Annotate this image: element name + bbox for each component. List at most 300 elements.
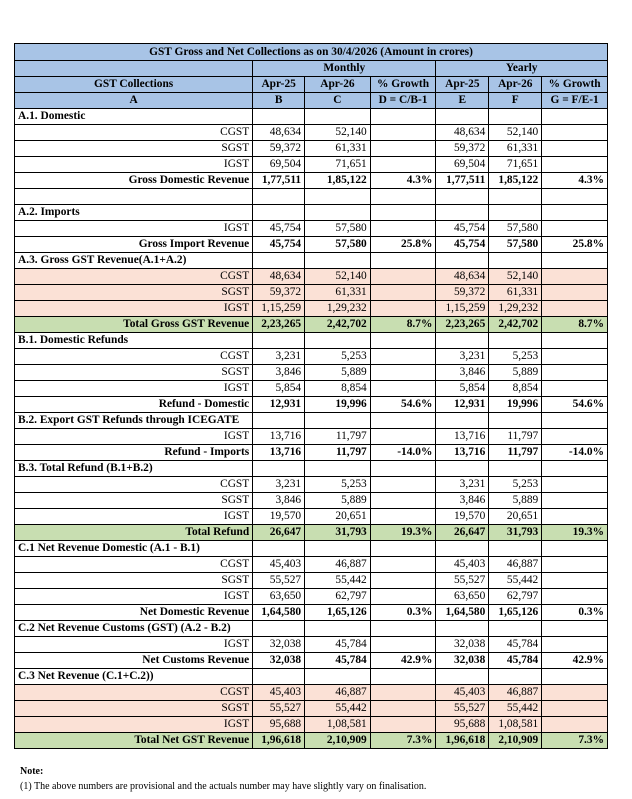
- row-label: CGST: [15, 477, 253, 493]
- cell-b: 45,754: [253, 221, 305, 237]
- empty-cell: [542, 669, 608, 685]
- empty-cell: [370, 621, 436, 637]
- table-row: [15, 381, 608, 397]
- cell-c: 31,793: [305, 525, 371, 541]
- cell-d: -14.0%: [370, 445, 436, 461]
- cell-c: 5,253: [305, 349, 371, 365]
- empty-cell: [370, 541, 436, 557]
- cell-e: 32,038: [436, 637, 489, 653]
- table-row: [15, 141, 608, 157]
- cell-c: 1,08,581: [305, 717, 371, 733]
- header-yearly-growth: % Growth: [542, 77, 608, 93]
- empty-cell: [436, 253, 489, 269]
- cell-e: 13,716: [436, 429, 489, 445]
- cell-g: 19.3%: [542, 525, 608, 541]
- header-yearly: Yearly: [436, 61, 608, 77]
- cell-f: 57,580: [489, 221, 542, 237]
- cell-g: [542, 429, 608, 445]
- section-header-row: [15, 621, 608, 637]
- cell-d: [370, 589, 436, 605]
- empty-cell: [436, 205, 489, 221]
- empty-cell: [253, 669, 305, 685]
- row-label: CGST: [15, 349, 253, 365]
- cell-f: 46,887: [489, 557, 542, 573]
- header-monthly-apr26: Apr-26: [305, 77, 371, 93]
- table-row: [15, 717, 608, 733]
- cell-e: 1,64,580: [436, 605, 489, 621]
- cell-b: 3,846: [253, 365, 305, 381]
- cell-d: 25.8%: [370, 237, 436, 253]
- cell-c: 20,651: [305, 509, 371, 525]
- cell-f: 5,889: [489, 365, 542, 381]
- cell-d: [370, 125, 436, 141]
- cell-d: 42.9%: [370, 653, 436, 669]
- cell-b: 3,231: [253, 477, 305, 493]
- cell-b: 45,754: [253, 237, 305, 253]
- empty-cell: [436, 669, 489, 685]
- cell-f: 1,85,122: [489, 173, 542, 189]
- cell-c: 61,331: [305, 141, 371, 157]
- cell-e: 45,754: [436, 221, 489, 237]
- empty-cell: [305, 461, 371, 477]
- cell-d: [370, 285, 436, 301]
- row-label: IGST: [15, 509, 253, 525]
- row-label: Net Customs Revenue: [15, 653, 253, 669]
- table-row: [15, 429, 608, 445]
- cell-c: 61,331: [305, 285, 371, 301]
- cell-f: 46,887: [489, 685, 542, 701]
- total-row: [15, 237, 608, 253]
- cell-g: [542, 589, 608, 605]
- cell-c: 55,442: [305, 573, 371, 589]
- cell-c: 62,797: [305, 589, 371, 605]
- header-col-e: E: [436, 93, 489, 109]
- total-row: [15, 173, 608, 189]
- empty-cell: [542, 461, 608, 477]
- row-label: IGST: [15, 301, 253, 317]
- cell-e: 1,96,618: [436, 733, 489, 749]
- cell-g: [542, 477, 608, 493]
- cell-d: 54.6%: [370, 397, 436, 413]
- empty-cell: [305, 621, 371, 637]
- row-label: SGST: [15, 493, 253, 509]
- table-row: [15, 477, 608, 493]
- cell-b: 95,688: [253, 717, 305, 733]
- row-label: Refund - Imports: [15, 445, 253, 461]
- cell-d: [370, 157, 436, 173]
- cell-e: 55,527: [436, 701, 489, 717]
- empty-cell: [370, 413, 436, 429]
- table-body: [15, 44, 608, 749]
- cell-b: 5,854: [253, 381, 305, 397]
- empty-cell: [305, 205, 371, 221]
- cell-f: 62,797: [489, 589, 542, 605]
- cell-b: 13,716: [253, 445, 305, 461]
- cell-b: 48,634: [253, 125, 305, 141]
- empty-cell: [542, 621, 608, 637]
- cell-c: 2,42,702: [305, 317, 371, 333]
- cell-c: 8,854: [305, 381, 371, 397]
- cell-g: [542, 381, 608, 397]
- header-row-2: [15, 77, 608, 93]
- total-row: [15, 605, 608, 621]
- cell-d: 4.3%: [370, 173, 436, 189]
- cell-d: [370, 365, 436, 381]
- empty-cell: [542, 541, 608, 557]
- cell-g: [542, 125, 608, 141]
- empty-cell: [489, 189, 542, 205]
- section-header-row: [15, 413, 608, 429]
- total-row: [15, 317, 608, 333]
- note-text: (1) The above numbers are provisional and the actuals number may have slightly vary on finalisation.: [20, 781, 427, 792]
- cell-g: [542, 365, 608, 381]
- table-row: [15, 685, 608, 701]
- cell-c: 1,29,232: [305, 301, 371, 317]
- row-label: CGST: [15, 685, 253, 701]
- empty-cell: [436, 189, 489, 205]
- empty-cell: [370, 253, 436, 269]
- row-label: CGST: [15, 557, 253, 573]
- empty-cell: [489, 461, 542, 477]
- empty-cell: [305, 109, 371, 125]
- cell-f: 71,651: [489, 157, 542, 173]
- cell-g: -14.0%: [542, 445, 608, 461]
- empty-cell: [489, 669, 542, 685]
- cell-f: 5,253: [489, 349, 542, 365]
- empty-cell: [253, 541, 305, 557]
- header-yearly-apr26: Apr-26: [489, 77, 542, 93]
- cell-c: 57,580: [305, 221, 371, 237]
- cell-c: 52,140: [305, 269, 371, 285]
- cell-c: 46,887: [305, 557, 371, 573]
- table-row: [15, 269, 608, 285]
- gst-collections-table: [14, 43, 608, 749]
- row-label: Gross Import Revenue: [15, 237, 253, 253]
- empty-cell: [305, 333, 371, 349]
- cell-b: 45,403: [253, 685, 305, 701]
- empty-cell: [542, 189, 608, 205]
- cell-d: [370, 701, 436, 717]
- section-header-row: [15, 669, 608, 685]
- cell-b: 12,931: [253, 397, 305, 413]
- table-row: [15, 125, 608, 141]
- empty-cell: [436, 541, 489, 557]
- total-row: [15, 733, 608, 749]
- empty-cell: [542, 109, 608, 125]
- row-label: Refund - Domestic: [15, 397, 253, 413]
- empty-cell: [253, 253, 305, 269]
- cell-b: 45,403: [253, 557, 305, 573]
- cell-c: 46,887: [305, 685, 371, 701]
- row-label: IGST: [15, 717, 253, 733]
- empty-cell: [253, 461, 305, 477]
- cell-c: 5,889: [305, 493, 371, 509]
- title-row: [15, 44, 608, 61]
- cell-g: [542, 685, 608, 701]
- cell-e: 48,634: [436, 269, 489, 285]
- cell-d: [370, 269, 436, 285]
- empty-cell: [370, 461, 436, 477]
- header-col-a: A: [15, 93, 253, 109]
- empty-cell: [253, 333, 305, 349]
- cell-b: 55,527: [253, 701, 305, 717]
- cell-e: 48,634: [436, 125, 489, 141]
- empty-cell: [489, 413, 542, 429]
- empty-cell: [305, 253, 371, 269]
- cell-c: 11,797: [305, 429, 371, 445]
- cell-e: 59,372: [436, 285, 489, 301]
- cell-d: [370, 685, 436, 701]
- cell-f: 1,65,126: [489, 605, 542, 621]
- cell-e: 59,372: [436, 141, 489, 157]
- header-row-3: [15, 93, 608, 109]
- cell-c: 11,797: [305, 445, 371, 461]
- header-monthly: Monthly: [253, 61, 436, 77]
- empty-cell: [253, 621, 305, 637]
- table-row: [15, 573, 608, 589]
- row-label: CGST: [15, 269, 253, 285]
- table-title: GST Gross and Net Collections as on 30/4/2026 (Amount in crores): [15, 44, 608, 61]
- section-label: A.1. Domestic: [15, 109, 253, 125]
- section-header-row: [15, 541, 608, 557]
- cell-d: 7.3%: [370, 733, 436, 749]
- table-row: [15, 301, 608, 317]
- cell-d: [370, 573, 436, 589]
- cell-b: 59,372: [253, 285, 305, 301]
- cell-f: 2,10,909: [489, 733, 542, 749]
- cell-d: [370, 221, 436, 237]
- header-col-b: B: [253, 93, 305, 109]
- cell-g: 4.3%: [542, 173, 608, 189]
- section-label: B.3. Total Refund (B.1+B.2): [15, 461, 253, 477]
- row-label: Gross Domestic Revenue: [15, 173, 253, 189]
- cell-b: 13,716: [253, 429, 305, 445]
- cell-f: 1,08,581: [489, 717, 542, 733]
- cell-g: [542, 509, 608, 525]
- cell-e: 45,754: [436, 237, 489, 253]
- section-header-row: [15, 253, 608, 269]
- cell-g: [542, 269, 608, 285]
- cell-c: 2,10,909: [305, 733, 371, 749]
- empty-cell: [542, 413, 608, 429]
- cell-g: [542, 157, 608, 173]
- empty-cell: [542, 333, 608, 349]
- section-label: A.3. Gross GST Revenue(A.1+A.2): [15, 253, 253, 269]
- empty-cell: [489, 253, 542, 269]
- cell-e: 45,403: [436, 557, 489, 573]
- cell-g: 8.7%: [542, 317, 608, 333]
- row-label: Total Net GST Revenue: [15, 733, 253, 749]
- section-header-row: [15, 109, 608, 125]
- cell-b: 3,846: [253, 493, 305, 509]
- cell-e: 55,527: [436, 573, 489, 589]
- cell-b: 32,038: [253, 637, 305, 653]
- empty-cell: [489, 541, 542, 557]
- cell-f: 11,797: [489, 445, 542, 461]
- cell-g: [542, 557, 608, 573]
- cell-g: [542, 349, 608, 365]
- cell-g: [542, 717, 608, 733]
- cell-b: 1,96,618: [253, 733, 305, 749]
- cell-c: 19,996: [305, 397, 371, 413]
- empty-cell: [370, 205, 436, 221]
- total-row: [15, 653, 608, 669]
- table-row: [15, 285, 608, 301]
- row-label: SGST: [15, 573, 253, 589]
- empty-cell: [436, 413, 489, 429]
- header-monthly-growth: % Growth: [370, 77, 436, 93]
- row-label: IGST: [15, 589, 253, 605]
- header-col-c: C: [305, 93, 371, 109]
- row-label: IGST: [15, 637, 253, 653]
- row-label: IGST: [15, 381, 253, 397]
- spacer-row: [15, 189, 608, 205]
- section-label: B.1. Domestic Refunds: [15, 333, 253, 349]
- cell-g: [542, 701, 608, 717]
- empty-cell: [370, 669, 436, 685]
- cell-b: 32,038: [253, 653, 305, 669]
- row-label: IGST: [15, 429, 253, 445]
- cell-g: 7.3%: [542, 733, 608, 749]
- cell-f: 45,784: [489, 653, 542, 669]
- cell-e: 3,231: [436, 477, 489, 493]
- cell-d: [370, 477, 436, 493]
- cell-d: [370, 509, 436, 525]
- header-gst-collections: GST Collections: [15, 77, 253, 93]
- table-row: [15, 701, 608, 717]
- empty-cell: [253, 189, 305, 205]
- empty-cell: [305, 669, 371, 685]
- cell-c: 52,140: [305, 125, 371, 141]
- cell-d: [370, 349, 436, 365]
- row-label: IGST: [15, 221, 253, 237]
- cell-f: 2,42,702: [489, 317, 542, 333]
- table-row: [15, 557, 608, 573]
- cell-c: 45,784: [305, 653, 371, 669]
- cell-e: 3,846: [436, 493, 489, 509]
- cell-e: 2,23,265: [436, 317, 489, 333]
- empty-cell: [370, 189, 436, 205]
- cell-f: 45,784: [489, 637, 542, 653]
- cell-b: 3,231: [253, 349, 305, 365]
- cell-e: 13,716: [436, 445, 489, 461]
- empty-cell: [305, 541, 371, 557]
- cell-e: 3,231: [436, 349, 489, 365]
- empty-cell: [253, 205, 305, 221]
- section-header-row: [15, 461, 608, 477]
- cell-f: 8,854: [489, 381, 542, 397]
- empty-cell: [542, 205, 608, 221]
- table-row: [15, 157, 608, 173]
- cell-g: [542, 637, 608, 653]
- empty-cell: [436, 333, 489, 349]
- cell-g: 42.9%: [542, 653, 608, 669]
- section-header-row: [15, 333, 608, 349]
- cell-b: 1,15,259: [253, 301, 305, 317]
- table-row: [15, 589, 608, 605]
- cell-b: 1,77,511: [253, 173, 305, 189]
- row-label: Total Gross GST Revenue: [15, 317, 253, 333]
- empty-cell: [370, 109, 436, 125]
- cell-e: 95,688: [436, 717, 489, 733]
- cell-b: 69,504: [253, 157, 305, 173]
- cell-c: 45,784: [305, 637, 371, 653]
- cell-d: [370, 429, 436, 445]
- cell-e: 12,931: [436, 397, 489, 413]
- section-label: C.1 Net Revenue Domestic (A.1 - B.1): [15, 541, 253, 557]
- total-row: [15, 445, 608, 461]
- cell-d: [370, 493, 436, 509]
- footnote: [20, 766, 426, 792]
- header-col-f: F: [489, 93, 542, 109]
- cell-f: 5,889: [489, 493, 542, 509]
- empty-cell: [370, 333, 436, 349]
- row-label: IGST: [15, 157, 253, 173]
- header-monthly-apr25: Apr-25: [253, 77, 305, 93]
- section-label: C.2 Net Revenue Customs (GST) (A.2 - B.2): [15, 621, 253, 637]
- empty-cell: [436, 109, 489, 125]
- section-label: C.3 Net Revenue (C.1+C.2)): [15, 669, 253, 685]
- empty-cell: [436, 461, 489, 477]
- cell-d: 0.3%: [370, 605, 436, 621]
- cell-b: 55,527: [253, 573, 305, 589]
- empty-cell: [305, 189, 371, 205]
- empty-cell: [542, 253, 608, 269]
- cell-g: [542, 493, 608, 509]
- cell-e: 26,647: [436, 525, 489, 541]
- cell-f: 20,651: [489, 509, 542, 525]
- cell-e: 45,403: [436, 685, 489, 701]
- cell-b: 59,372: [253, 141, 305, 157]
- cell-f: 57,580: [489, 237, 542, 253]
- cell-b: 19,570: [253, 509, 305, 525]
- cell-d: [370, 381, 436, 397]
- cell-f: 11,797: [489, 429, 542, 445]
- cell-c: 71,651: [305, 157, 371, 173]
- cell-f: 55,442: [489, 701, 542, 717]
- cell-c: 5,253: [305, 477, 371, 493]
- empty-cell: [253, 109, 305, 125]
- cell-d: 19.3%: [370, 525, 436, 541]
- cell-g: 25.8%: [542, 237, 608, 253]
- cell-f: 61,331: [489, 285, 542, 301]
- cell-b: 1,64,580: [253, 605, 305, 621]
- cell-g: [542, 301, 608, 317]
- row-label: Total Refund: [15, 525, 253, 541]
- cell-e: 32,038: [436, 653, 489, 669]
- table-row: [15, 493, 608, 509]
- table-row: [15, 509, 608, 525]
- cell-f: 61,331: [489, 141, 542, 157]
- cell-f: 19,996: [489, 397, 542, 413]
- cell-g: 0.3%: [542, 605, 608, 621]
- cell-e: 1,77,511: [436, 173, 489, 189]
- cell-c: 1,65,126: [305, 605, 371, 621]
- cell-c: 5,889: [305, 365, 371, 381]
- header-blank: [15, 61, 253, 77]
- cell-c: 57,580: [305, 237, 371, 253]
- row-label: SGST: [15, 365, 253, 381]
- cell-g: 54.6%: [542, 397, 608, 413]
- cell-b: 26,647: [253, 525, 305, 541]
- cell-e: 1,15,259: [436, 301, 489, 317]
- empty-cell: [489, 109, 542, 125]
- cell-g: [542, 221, 608, 237]
- table-row: [15, 365, 608, 381]
- cell-f: 52,140: [489, 269, 542, 285]
- cell-d: [370, 301, 436, 317]
- section-label: A.2. Imports: [15, 205, 253, 221]
